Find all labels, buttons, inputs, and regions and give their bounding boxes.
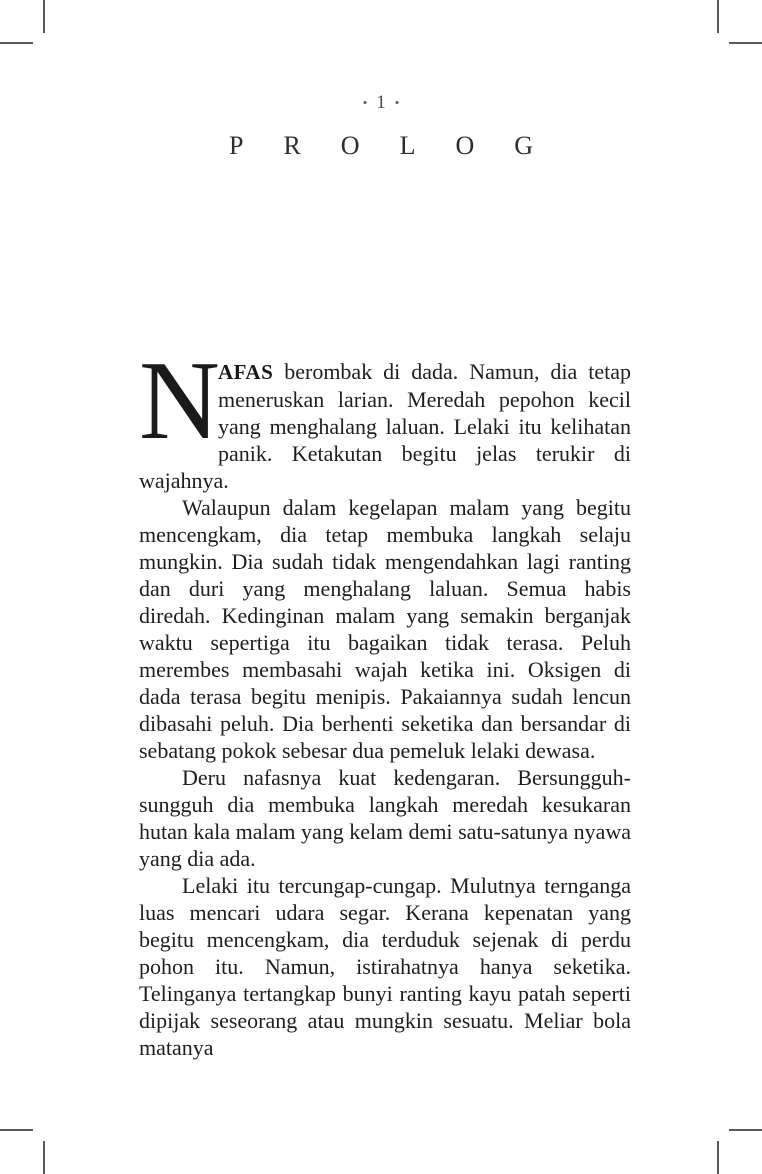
page-number [0,93,762,112]
dropcap-letter: N [139,339,220,463]
crop-mark-top-left-vertical [43,0,45,33]
crop-mark-top-right-vertical [717,0,719,33]
paragraph-4: Lelaki itu tercungap-cungap. Mulutnya ternganga luas mencari udara segar. Kerana kepenatan yang begitu mencengkam, dia terduduk sejenak di perdu pohon itu. Namun, istirahatnya hanya seketika. Telinganya tertangkap bunyi ranting kayu patah seperti dipijak seseorang atau mungkin sesuatu. Meliar bola matanya [139,873,631,1060]
paragraph-3: Deru nafasnya kuat kedengaran. Bersungguh-sungguh dia membuka langkah meredah kesukaran hutan kala malam yang kelam demi satu-satunya nyawa yang dia ada. [139,765,631,871]
crop-mark-top-left-horizontal [0,42,33,44]
crop-mark-bottom-right-horizontal [729,1129,762,1131]
chapter-title: PROLOG [228,131,573,160]
crop-mark-bottom-right-vertical [717,1141,719,1174]
crop-mark-bottom-left-horizontal [0,1129,33,1131]
lead-word-caps: AFAS [218,360,274,384]
ornament-dot-right: • [394,95,400,110]
opening-paragraph-text: berombak di dada. Namun, dia tetap meneruskan larian. Meredah pepohon kecil yang menghalang laluan. Lelaki itu kelihatan panik. Ketakutan begitu jelas terukir di wajahnya. [139,359,631,493]
paragraph-2: Walaupun dalam kegelapan malam yang begitu mencengkam, dia tetap membuka langkah selaju mungkin. Dia sudah tidak mengendahkan lagi ranting dan duri yang menghalang laluan. Semua habis diredah. Kedinginan malam yang semakin berganjak waktu sepertiga itu bagaikan tidak terasa. Peluh merembes membasahi wajah ketika ini. Oksigen di dada terasa begitu menipis. Pakaiannya sudah lencun dibasahi peluh. Dia berhenti seketika dan bersandar di sebatang pokok sebesar dua pemeluk lelaki dewasa. [139,495,631,763]
crop-mark-top-right-horizontal [729,42,762,44]
body-text-block [139,339,631,1061]
page-number-value: 1 [376,92,386,113]
opening-paragraph [139,339,631,494]
ornament-dot-left: • [362,95,368,110]
crop-mark-bottom-left-vertical [43,1141,45,1174]
